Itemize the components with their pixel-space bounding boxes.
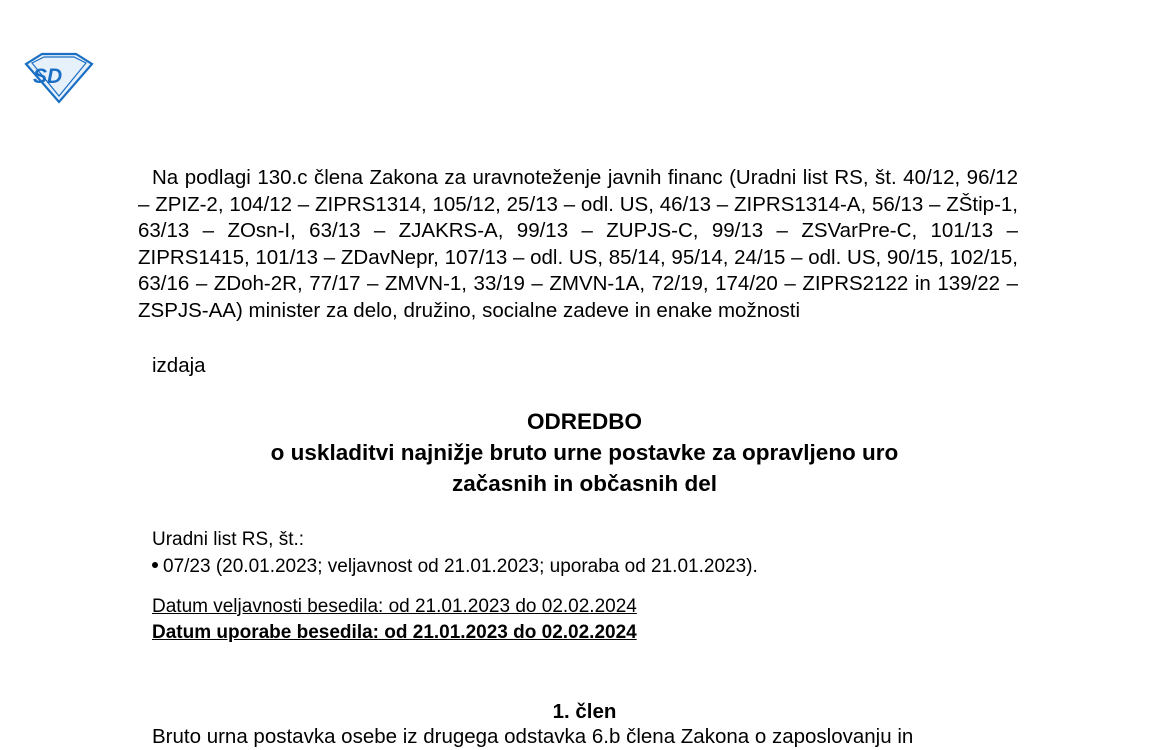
gazette-label: Uradni list RS, št.: xyxy=(152,529,305,550)
document-title: ODREDBO xyxy=(526,409,642,434)
document-title-block xyxy=(138,406,1031,499)
bullet-icon xyxy=(152,562,158,568)
sd-logo-icon xyxy=(22,50,96,104)
svg-text:SD: SD xyxy=(33,65,63,88)
document-subtitle-line2: začasnih in občasnih del xyxy=(451,471,718,496)
article-heading: 1. člen xyxy=(552,700,617,723)
usage-date: Datum uporabe besedila: od 21.01.2023 do 02.02.2024 xyxy=(152,622,637,643)
gazette-entry xyxy=(152,554,758,580)
issues-label: izdaja xyxy=(152,354,206,377)
validity-date: Datum veljavnosti besedila: od 21.01.2023 do 02.02.2024 xyxy=(152,596,637,617)
article-text: Bruto urna postavka osebe iz drugega odstavka 6.b člena Zakona o zaposlovanju in xyxy=(152,725,914,748)
preamble-text: Na podlagi 130.c člena Zakona za uravnoteženje javnih financ (Uradni list RS, št. 40/12, 96/12 – ZPIZ-2, 104/12 – ZIPRS1314, 105/12, 25/13 – odl. US, 46/13 – ZIPRS1314-A, 56/13 – ZŠtip-1, 63/13 – ZOsn-I, 63/13 – ZJAKRS-A, 99/13 – ZUPJS-C, 99/13 – ZSVarPre-C, 101/13 – ZIPRS1415, 101/13 – ZDavNepr, 107/13 – odl. US, 85/14, 95/14, 24/15 – odl. US, 90/15, 102/15, 63/16 – ZDoh-2R, 77/17 – ZMVN-1, 33/19 – ZMVN-1A, 72/19, 174/20 – ZIPRS2122 in 139/22 – ZSPJS-AA) minister za delo, družino, socialne zadeve in enake možnosti xyxy=(138,166,1018,322)
gazette-entry-text: 07/23 (20.01.2023; veljavnost od 21.01.2023; uporaba od 21.01.2023). xyxy=(163,556,758,577)
document-subtitle-line1: o uskladitvi najnižje bruto urne postavke za opravljeno uro xyxy=(270,440,899,465)
